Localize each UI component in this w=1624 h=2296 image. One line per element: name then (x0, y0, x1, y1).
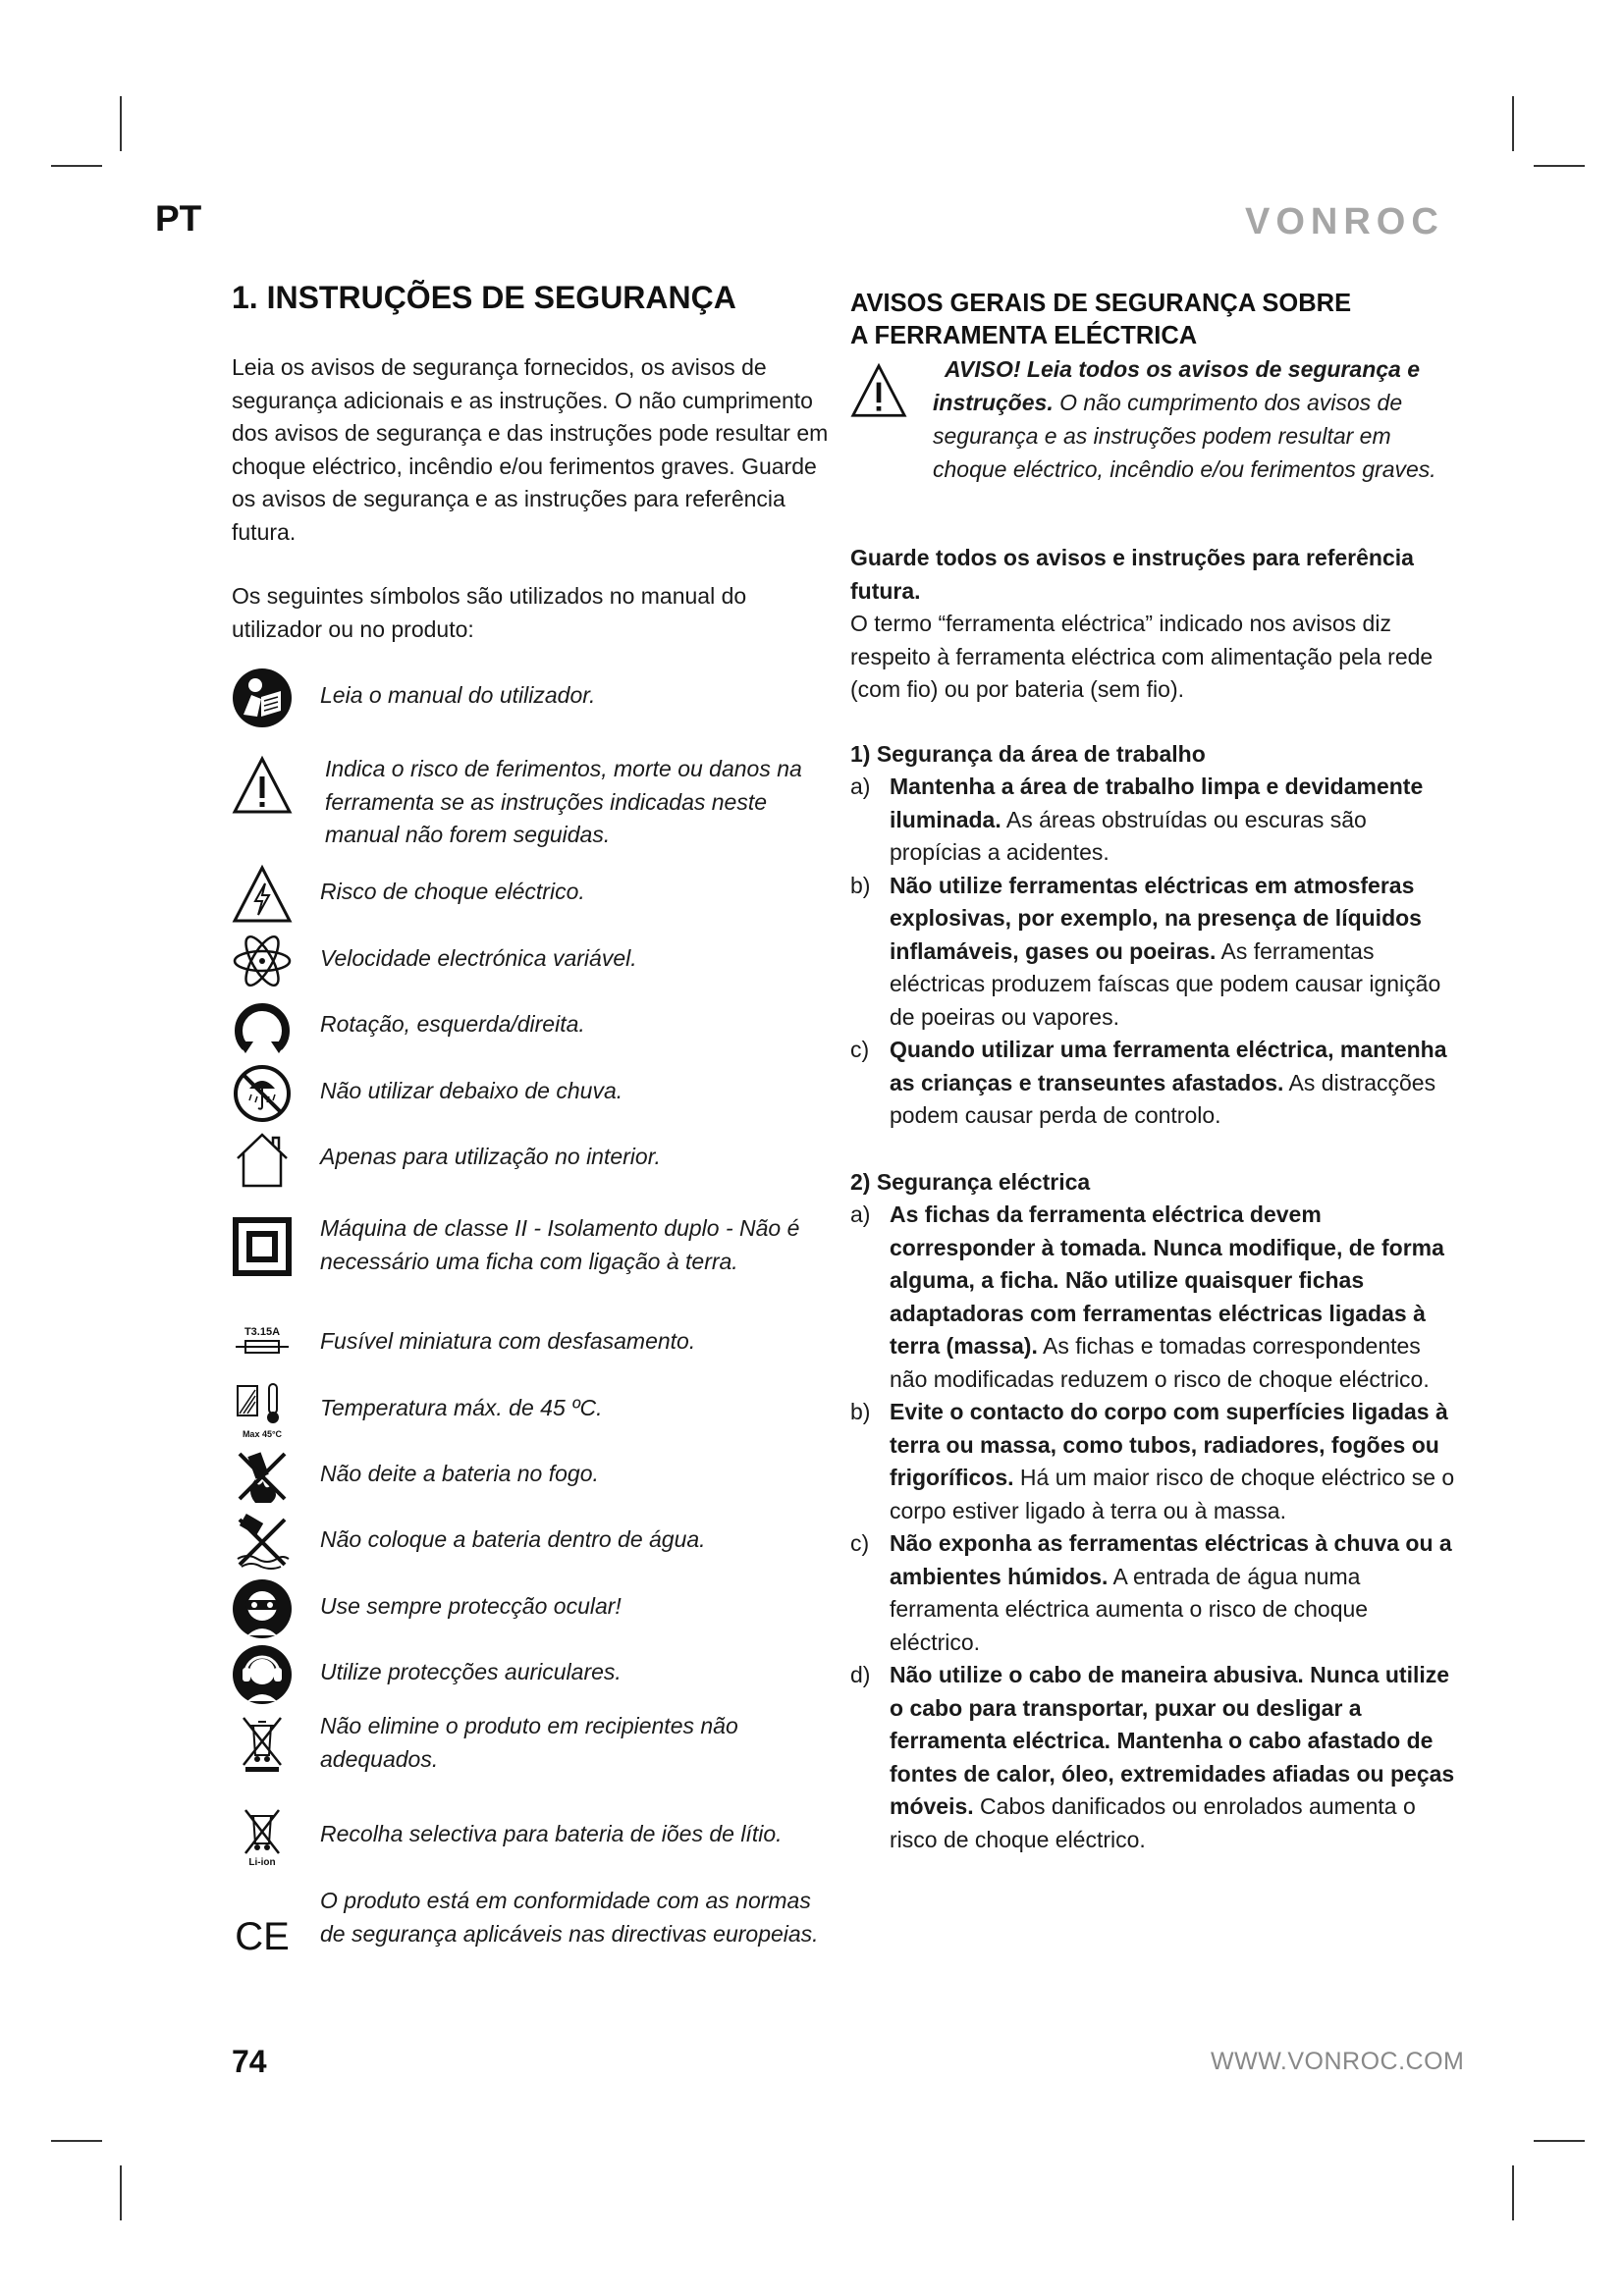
item-label: c) (850, 1037, 870, 1062)
symbol-text: Rotação, esquerda/direita. (320, 1011, 585, 1037)
crop-mark (1512, 96, 1514, 151)
list-item (850, 1396, 1459, 1527)
crop-mark (51, 2140, 102, 2142)
symbols-intro: Os seguintes símbolos são utilizados no manual do utilizador ou no produto: (232, 583, 747, 642)
general-warning (850, 352, 1459, 514)
symbol-text: Velocidade electrónica variável. (320, 945, 637, 971)
ear-protection-icon (232, 1644, 293, 1705)
symbol-text: Não utilizar debaixo de chuva. (320, 1078, 623, 1103)
list-item (850, 771, 1459, 870)
item-bold: Mantenha a área de trabalho limpa e devidamente iluminada. (890, 774, 1424, 832)
symbol-text: Use sempre protecção ocular! (320, 1593, 622, 1619)
right-title-line2: A FERRAMENTA ELÉCTRICA (850, 322, 1198, 349)
symbol-text: Utilize protecções auriculares. (320, 1659, 622, 1684)
rotation-icon (232, 996, 293, 1057)
right-column (850, 288, 1459, 1856)
item-bold: Evite o contacto do corpo com superfícies ligadas à terra ou massa, como tubos, radiadores, fogões ou frigoríficos. (890, 1399, 1448, 1490)
warning-body: O não cumprimento dos avisos de segurança e as instruções podem resultar em choque eléctrico, incêndio e/ou ferimentos graves. (933, 390, 1436, 482)
symbol-text: Recolha selectiva para bateria de iões de lítio. (320, 1821, 783, 1846)
page-number: 74 (232, 2044, 267, 2079)
item-text: As distracções podem causar perda de controlo. (890, 1069, 1436, 1128)
item-label: a) (850, 774, 871, 799)
item-label: b) (850, 1399, 871, 1424)
crop-mark (120, 2165, 122, 2220)
symbol-text: Fusível miniatura com desfasamento. (320, 1328, 696, 1354)
symbol-text: Não coloque a bateria dentro de água. (320, 1526, 706, 1552)
section-title: 1. INSTRUÇÕES DE SEGURANÇA (232, 280, 736, 315)
language-code: PT (155, 198, 202, 239)
crop-mark (120, 96, 122, 151)
variable-speed-icon (232, 931, 293, 991)
no-water-icon (232, 1512, 293, 1573)
crop-mark (1512, 2165, 1514, 2220)
item-text: Cabos danificados ou enrolados aumenta o risco de choque eléctrico. (890, 1793, 1416, 1852)
temperature-label: Max 45°C (242, 1429, 283, 1439)
item-bold: Quando utilizar uma ferramenta eléctrica, mantenha as crianças e transeuntes afastados. (890, 1037, 1447, 1095)
electric-shock-icon (232, 864, 293, 925)
left-column (232, 280, 831, 646)
symbol-text: Não deite a bateria no fogo. (320, 1461, 599, 1486)
li-ion-recycle-icon (232, 1806, 293, 1867)
keep-body: O termo “ferramenta eléctrica” indicado nos avisos diz respeito à ferramenta eléctrica com alimentação pela rede (com fio) ou por bateria (sem fio). (850, 611, 1434, 702)
fuse-icon (232, 1313, 293, 1374)
ce-mark-icon (232, 1904, 293, 1965)
item-bold: Não utilize o cabo de maneira abusiva. Nunca utilize o cabo para transportar, puxar ou desligar a ferramenta eléctrica. Mantenha o cabo afastado de fontes de calor, óleo, extremidades afiadas ou peças móveis. (890, 1662, 1455, 1819)
item-text: As ferramentas eléctricas produzem faíscas que podem causar ignição de poeiras ou vapores. (890, 937, 1441, 1030)
section1-title: 1) Segurança da área de trabalho (850, 740, 1206, 767)
item-label: d) (850, 1662, 871, 1687)
right-title-line1: AVISOS GERAIS DE SEGURANÇA SOBRE (850, 290, 1352, 317)
warning-icon (850, 362, 907, 419)
li-ion-label: Li-ion (248, 1857, 276, 1867)
read-manual-icon (232, 667, 293, 728)
item-text: As fichas e tomadas correspondentes não modificadas reduzem o risco de choque eléctrico. (890, 1333, 1430, 1392)
symbol-text: Não elimine o produto em recipientes não adequados. (320, 1713, 738, 1772)
eye-protection-icon (232, 1578, 293, 1639)
list-item (850, 1527, 1459, 1659)
list-item (850, 1199, 1459, 1396)
list-item (850, 1659, 1459, 1856)
warning-icon (232, 755, 293, 816)
symbol-text: Temperatura máx. de 45 ºC. (320, 1395, 603, 1420)
item-bold: Não exponha as ferramentas eléctricas à chuva ou a ambientes húmidos. (890, 1530, 1452, 1589)
symbol-text: Risco de choque eléctrico. (320, 879, 585, 904)
symbol-text: Apenas para utilização no interior. (320, 1144, 661, 1169)
item-text: A entrada de água numa ferramenta eléctrica aumenta o risco de choque eléctrico. (890, 1563, 1369, 1655)
list-item (850, 1034, 1459, 1133)
item-text: As áreas obstruídas ou escuras são propícias a acidentes. (890, 806, 1367, 865)
intro-paragraph: Leia os avisos de segurança fornecidos, os avisos de segurança adicionais e as instruções. O não cumprimento dos avisos de segurança e das instruções pode resultar em choque eléctrico, incêndio e/ou ferimentos graves. Guarde os avisos de segurança e as instruções para referência futura. (232, 354, 829, 545)
item-label: b) (850, 872, 871, 898)
weee-icon (232, 1712, 293, 1773)
item-bold: Não utilize ferramentas eléctricas em atmosferas explosivas, por exemplo, na presença de líquidos inflamáveis, gases ou poeiras. (890, 872, 1422, 964)
warning-bold: AVISO! Leia todos os avisos de segurança e instruções. (933, 356, 1421, 415)
brand-logo: VONROC (1245, 201, 1444, 242)
section2-title: 2) Segurança eléctrica (850, 1168, 1091, 1195)
item-bold: As fichas da ferramenta eléctrica devem corresponder à tomada. Nunca modifique, de forma alguma, a ficha. Não utilize quaisquer fichas adaptadoras com ferramentas eléctricas ligadas à terra (massa). (890, 1201, 1444, 1359)
fuse-rating-label: T3.15A (244, 1326, 281, 1338)
item-label: a) (850, 1201, 871, 1227)
list-item (850, 870, 1459, 1035)
symbol-text: Indica o risco de ferimentos, morte ou danos na ferramenta se as instruções indicadas neste manual não forem seguidas. (325, 756, 802, 847)
max-temperature-icon (232, 1380, 293, 1441)
website-url: WWW.VONROC.COM (1211, 2048, 1465, 2075)
item-label: c) (850, 1530, 870, 1556)
item-text: Há um maior risco de choque eléctrico se o corpo estiver ligado à terra ou à massa. (890, 1465, 1455, 1523)
crop-mark (1534, 2140, 1585, 2142)
symbol-text: O produto está em conformidade com as normas de segurança aplicáveis nas directivas europeias. (320, 1888, 819, 1947)
crop-mark (51, 165, 102, 167)
class-ii-icon (232, 1216, 293, 1277)
no-fire-icon (232, 1446, 293, 1507)
symbol-text: Leia o manual do utilizador. (320, 682, 596, 708)
keep-bold: Guarde todos os avisos e instruções para referência futura. (850, 545, 1414, 604)
no-rain-icon (232, 1063, 293, 1124)
indoor-use-icon (232, 1129, 293, 1190)
symbol-text: Máquina de classe II - Isolamento duplo - Não é necessário uma ficha com ligação à terra. (320, 1215, 800, 1274)
warning-text (933, 352, 1463, 486)
keep-instructions (850, 542, 1459, 707)
crop-mark (1534, 165, 1585, 167)
ce-label: CE (235, 1915, 290, 1958)
